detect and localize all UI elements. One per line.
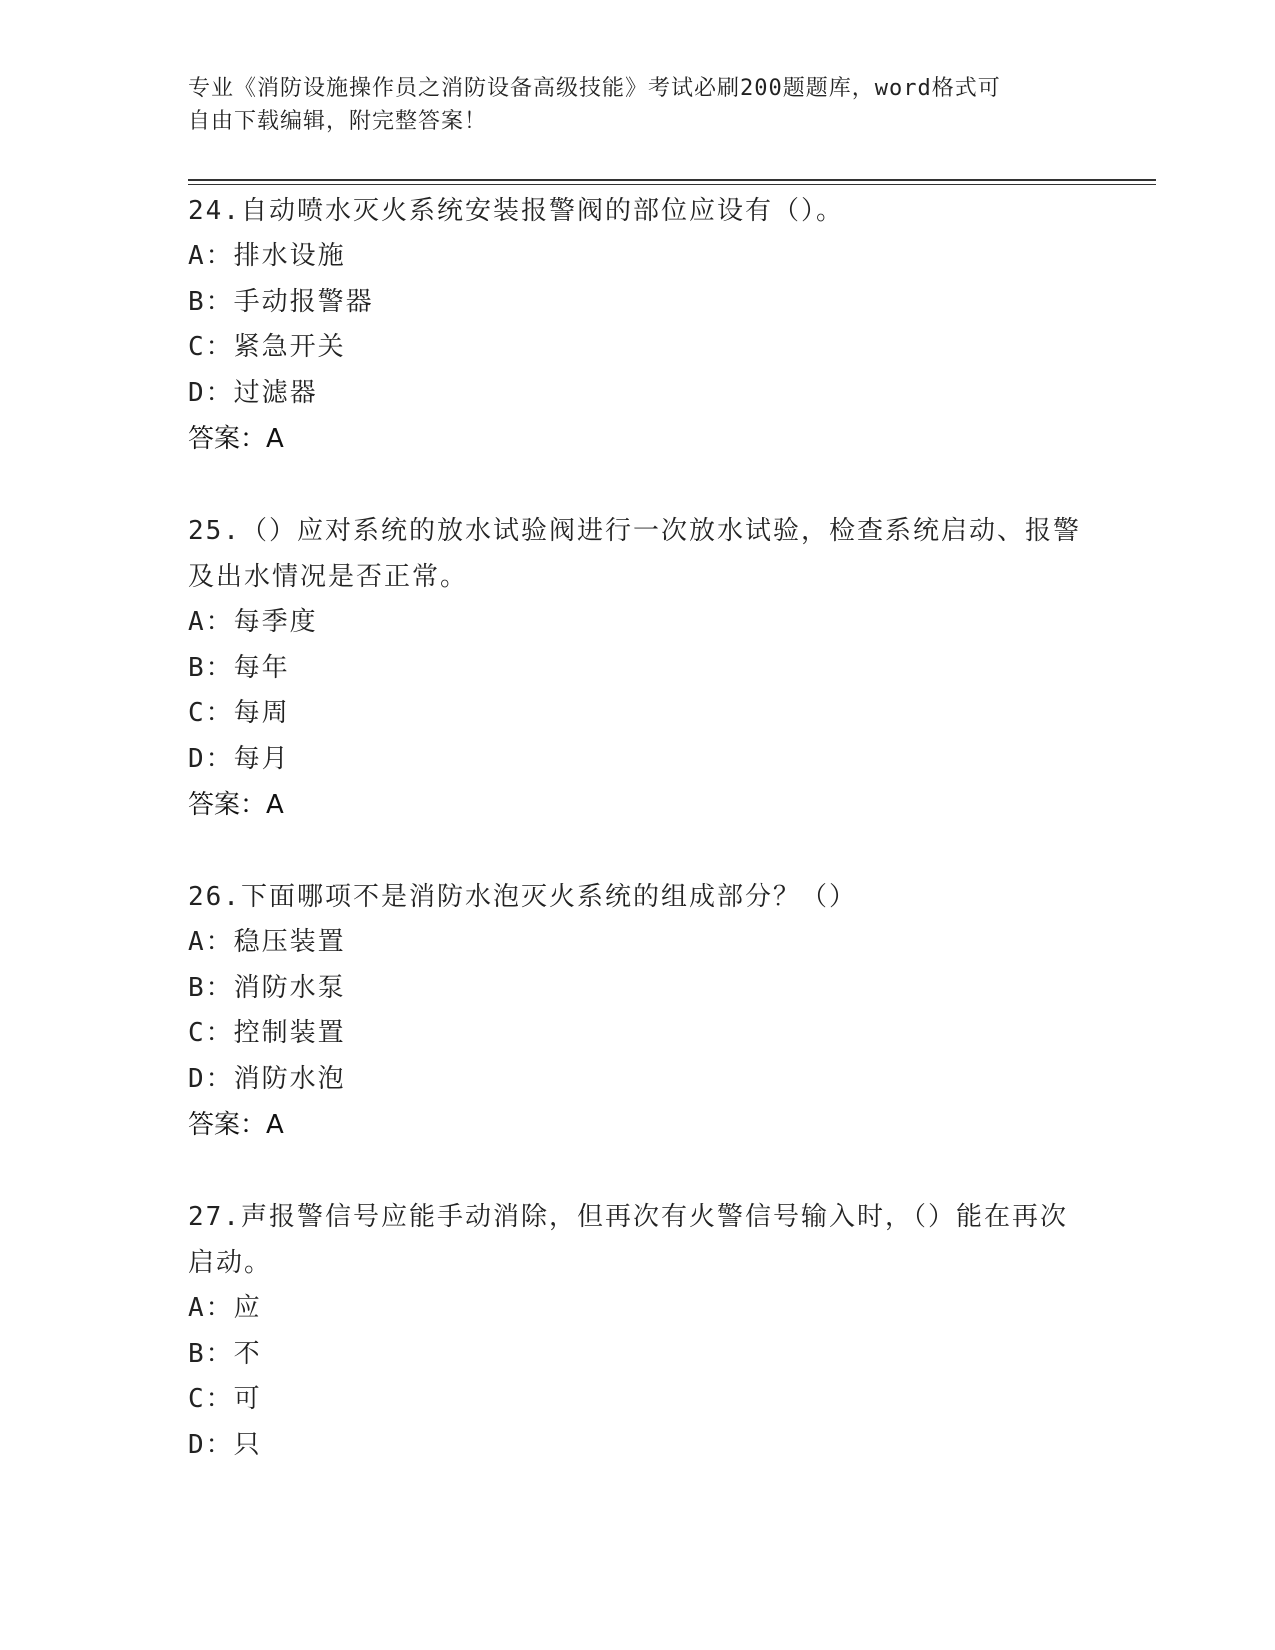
answer: 答案：A bbox=[188, 790, 284, 820]
option-d: D：过滤器 bbox=[188, 377, 318, 408]
option-c: C：控制装置 bbox=[188, 1018, 346, 1048]
header-divider bbox=[188, 179, 1156, 185]
option-a: A：应 bbox=[188, 1293, 262, 1323]
option-a: A：每季度 bbox=[188, 607, 318, 637]
option-a: A：稳压装置 bbox=[188, 927, 346, 957]
option-b: B：不 bbox=[188, 1338, 262, 1369]
answer: 答案：A bbox=[188, 424, 284, 454]
question-25 bbox=[188, 508, 1088, 828]
question-24 bbox=[188, 188, 1088, 462]
question-list bbox=[188, 188, 1088, 1514]
answer: 答案：A bbox=[188, 1110, 284, 1140]
option-b: B：手动报警器 bbox=[188, 286, 374, 317]
option-c: C：可 bbox=[188, 1384, 262, 1414]
option-c: C：紧急开关 bbox=[188, 332, 346, 362]
option-b: B：消防水泵 bbox=[188, 972, 346, 1003]
option-d: D：每月 bbox=[188, 743, 290, 774]
question-stem: 24.自动喷水灭火系统安装报警阀的部位应设有（）。 bbox=[188, 196, 844, 226]
option-d: D：只 bbox=[188, 1429, 262, 1460]
document-header: 专业《消防设施操作员之消防设备高级技能》考试必刷200题题库，word格式可 自由下载编辑，附完整答案！ bbox=[188, 76, 1001, 134]
option-d: D：消防水泡 bbox=[188, 1063, 346, 1094]
question-27 bbox=[188, 1194, 1088, 1468]
question-stem: 25.（）应对系统的放水试验阀进行一次放水试验，检查系统启动、报警及出水情况是否正常。 bbox=[188, 516, 1081, 592]
option-b: B：每年 bbox=[188, 652, 290, 683]
option-a: A：排水设施 bbox=[188, 241, 346, 271]
question-26 bbox=[188, 874, 1088, 1148]
question-stem: 27.声报警信号应能手动消除，但再次有火警信号输入时，（）能在再次启动。 bbox=[188, 1202, 1068, 1278]
question-stem: 26.下面哪项不是消防水泡灭火系统的组成部分？（） bbox=[188, 882, 857, 912]
option-c: C：每周 bbox=[188, 698, 290, 728]
